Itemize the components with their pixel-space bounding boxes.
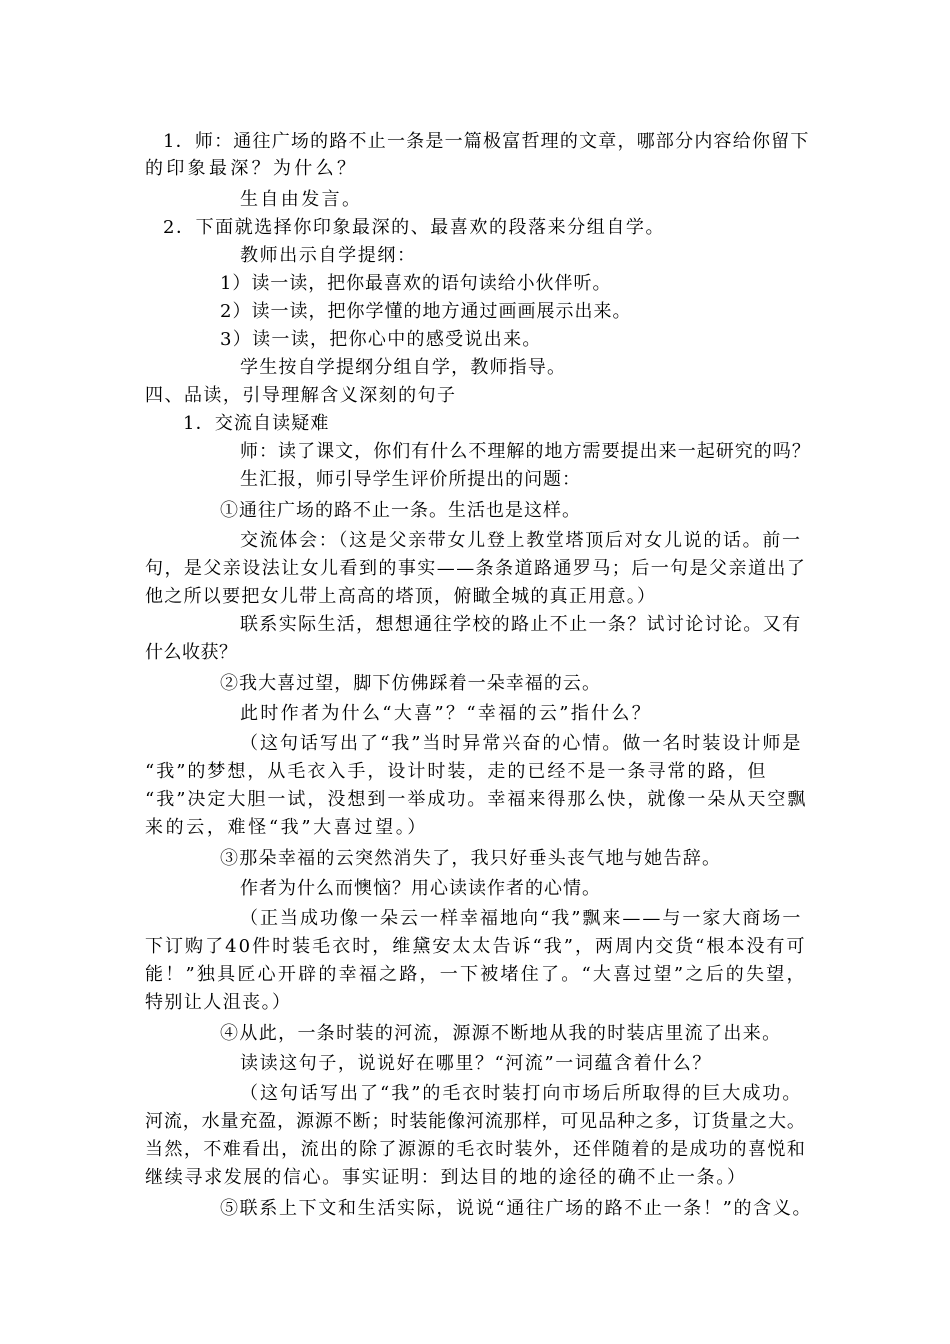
text-line: 生汇报，师引导学生评价所提出的问题： <box>240 469 581 490</box>
text-line: （这句话写出了“我”当时异常兴奋的心情。做一名时装设计师是 <box>240 733 803 754</box>
text-line: 什么收获？ <box>145 642 238 663</box>
text-line: “我”决定大胆一试，没想到一举成功。幸福来得那么快，就像一朵从天空飘 <box>145 789 808 810</box>
text-line: ⑤联系上下文和生活实际，说说“通往广场的路不止一条！”的含义。 <box>220 1198 813 1219</box>
text-line: 交流体会：（这是父亲带女儿登上教堂塔顶后对女儿说的话。前一 <box>240 530 802 551</box>
text-line: 1．师：通往广场的路不止一条是一篇极富哲理的文章，哪部分内容给你留下 <box>163 131 810 152</box>
text-line: “我”的梦想，从毛衣入手，设计时装，走的已经不是一条寻常的路，但 <box>145 761 768 782</box>
text-line: 作者为什么而懊恼？用心读读作者的心情。 <box>240 878 601 899</box>
text-line: 继续寻求发展的信心。事实证明：到达目的地的途径的确不止一条。） <box>145 1167 747 1188</box>
text-line: 生自由发言。 <box>240 189 363 210</box>
text-line: 2．下面就选择你印象最深的、最喜欢的段落来分组自学。 <box>163 217 666 238</box>
section-heading: 四、品读，引导理解含义深刻的句子 <box>145 385 457 406</box>
text-line: 1．交流自读疑难 <box>183 413 330 434</box>
text-line: 联系实际生活，想想通往学校的路止不止一条？试讨论讨论。又有 <box>240 614 802 635</box>
text-line: 2）读一读，把你学懂的地方通过画画展示出来。 <box>220 301 632 322</box>
text-line: 此时作者为什么“大喜”？“幸福的云”指什么？ <box>240 703 653 724</box>
text-line: ④从此，一条时装的河流，源源不断地从我的时装店里流了出来。 <box>220 1023 782 1044</box>
text-line: （正当成功像一朵云一样幸福地向“我”飘来——与一家大商场一 <box>240 908 803 929</box>
text-line: 读读这句子，说说好在哪里？“河流”一词蕴含着什么？ <box>240 1053 712 1074</box>
text-line: （这句话写出了“我”的毛衣时装打向市场后所取得的巨大成功。 <box>240 1083 803 1104</box>
text-line: 他之所以要把女儿带上高高的塔顶，俯瞰全城的真正用意。） <box>145 586 657 607</box>
text-line: 教师出示自学提纲： <box>240 245 417 266</box>
text-line: 师：读了课文，你们有什么不理解的地方需要提出来一起研究的吗？ <box>240 441 811 462</box>
text-line: 1）读一读，把你最喜欢的语句读给小伙伴听。 <box>220 273 612 294</box>
text-line: ③那朵幸福的云突然消失了，我只好垂头丧气地与她告辞。 <box>220 848 722 869</box>
text-line: 下订购了40件时装毛衣时，维黛安太太告诉“我”，两周内交货“根本没有可 <box>145 936 807 957</box>
text-line: ②我大喜过望，脚下仿佛踩着一朵幸福的云。 <box>220 673 601 694</box>
text-line: 特别让人沮丧。） <box>145 992 292 1013</box>
text-line: ①通往广场的路不止一条。生活也是这样。 <box>220 500 581 521</box>
text-line: 来的云，难怪“我”大喜过望。） <box>145 817 429 838</box>
text-line: 当然，不难看出，流出的除了源源的毛衣时装外，还伴随着的是成功的喜悦和 <box>145 1139 807 1160</box>
text-line: 能！”独具匠心开辟的幸福之路，一下被堵住了。“大喜过望”之后的失望， <box>145 964 807 985</box>
text-line: 句，是父亲设法让女儿看到的事实——条条道路通罗马；后一句是父亲道出了 <box>145 558 807 579</box>
text-line: 3）读一读，把你心中的感受说出来。 <box>220 329 542 350</box>
text-line: 学生按自学提纲分组自学，教师指导。 <box>240 357 567 378</box>
text-line: 的印象最深？为什么？ <box>145 158 359 179</box>
text-line: 河流，水量充盈，源源不断；时装能像河流那样，可见品种之多，订货量之大。 <box>145 1111 806 1132</box>
